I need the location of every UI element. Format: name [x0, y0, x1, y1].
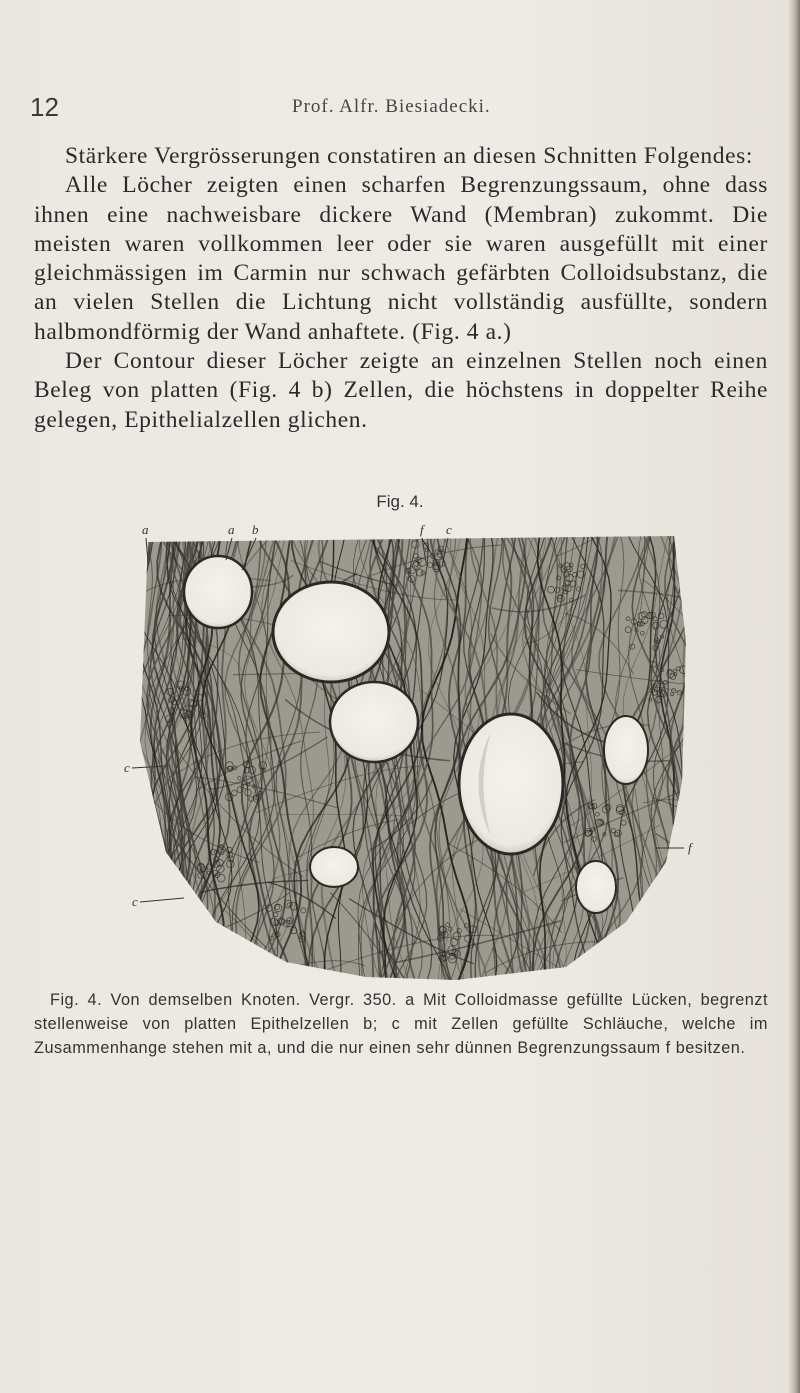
fiber-strand: [97, 517, 144, 982]
label-a-mid: a: [228, 522, 235, 537]
figure-label: Fig. 4.: [376, 492, 424, 511]
label-a-left: a: [142, 522, 149, 537]
hole: [273, 582, 389, 682]
hole: [330, 682, 418, 762]
hole: [604, 716, 648, 784]
histology-engraving: [126, 522, 696, 982]
label-f-top: f: [420, 522, 424, 537]
label-f-right: f: [688, 840, 692, 855]
paragraph: Der Contour dieser Löcher zeigte an einzelnen Stellen noch einen Beleg von platten (Fig. 4 b) Zellen, die höchstens in doppelter Reihe gelegen, Epithelialzellen glichen.: [34, 348, 768, 433]
page-number: 12: [30, 92, 59, 122]
label-c-left-lower: c: [132, 894, 138, 909]
page-header: [30, 92, 770, 122]
caption-text: Fig. 4. Von demselben Knoten. Vergr. 350. a Mit Colloidmasse gefüllte Lücken, begrenzt stellenweise von platten Epithelzellen b; c mit Zellen gefüllte Schläuche, welche im Zusammenhange stehen mit a, und die nur einen sehr dünnen Begrenzungssaum f besitzen.: [34, 991, 768, 1057]
label-c-left-upper: c: [124, 760, 130, 775]
running-head: Prof. Alfr. Biesiadecki.: [292, 96, 491, 117]
hole: [310, 847, 358, 887]
hole: [184, 556, 252, 628]
label-b: b: [252, 522, 259, 537]
fiber-strand: [613, 940, 750, 949]
hole: [576, 861, 616, 913]
hole: [459, 714, 563, 854]
page-edge-shadow: [788, 0, 800, 1393]
fiber-strand: [105, 517, 143, 982]
figure-caption: [34, 988, 768, 1060]
fiber-strand: [681, 783, 800, 810]
fiber-strand: [427, 432, 527, 537]
label-c-top: c: [446, 522, 452, 537]
paragraph: Stärkere Vergrösserungen constatiren an diesen Schnitten Folgendes:: [65, 143, 754, 169]
paragraph: Alle Löcher zeigten einen scharfen Begrenzungssaum, ohne dass ihnen eine nachweisbare dickere Wand (Membran) zukommt. Die meisten waren vollkommen leer oder sie waren ausgefüllt mit einer gleichmässigen im Carmin nur schwach gefärbten Colloidsubstanz, die an vielen Stellen die Lichtung nicht vollständig ausfüllte, sondern halbmondförmig der Wand anhaftete. (Fig. 4 a.): [34, 172, 768, 345]
body-text: [34, 142, 768, 435]
figure-illustration: [126, 522, 696, 982]
